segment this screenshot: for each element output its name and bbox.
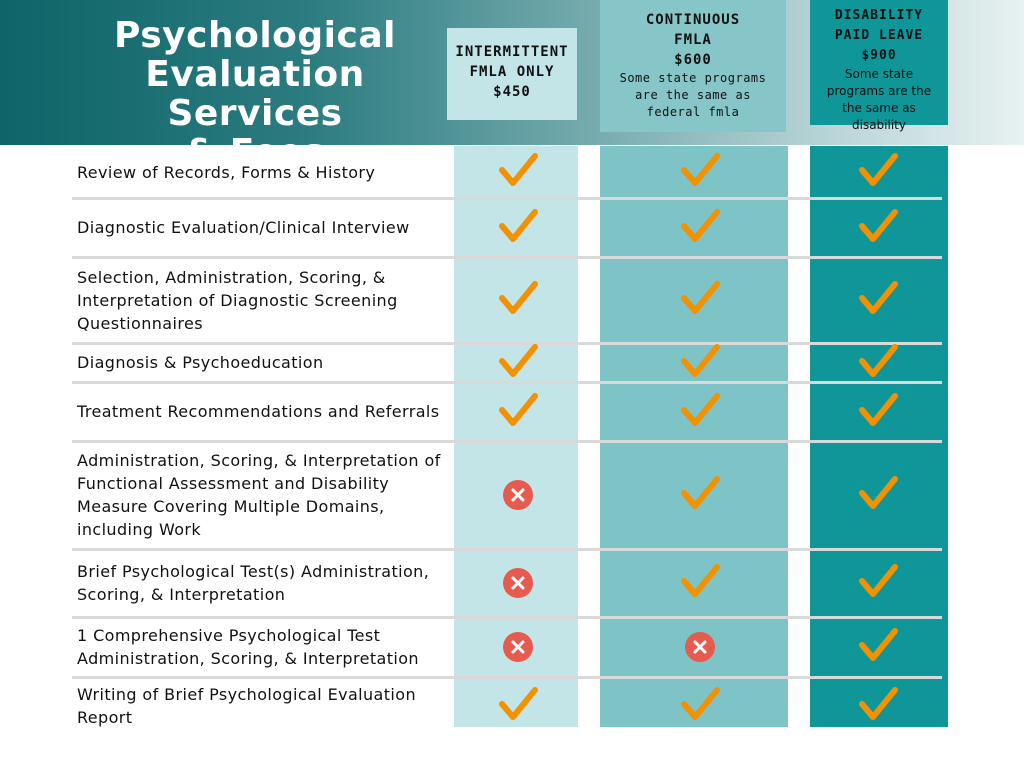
check-icon — [680, 341, 720, 381]
check-icon — [858, 206, 898, 246]
check-icon — [858, 684, 898, 724]
plan-name: INTERMITTENT FMLA ONLY — [455, 44, 569, 80]
check-icon — [498, 684, 538, 724]
check-icon — [858, 561, 898, 601]
service-label: Diagnostic Evaluation/Clinical Interview — [77, 218, 410, 237]
service-label: Selection, Administration, Scoring, & Interpretation of Diagnostic Screening Questionnaires — [77, 267, 398, 333]
check-icon — [498, 341, 538, 381]
plan-note: Some state programs are the the same as disability — [826, 67, 932, 132]
plan-header-intermittent — [447, 28, 577, 120]
title-line-3: & Fees — [184, 132, 326, 173]
check-icon — [680, 684, 720, 724]
plan-header-disability — [810, 0, 948, 132]
plan-fee: $900 — [861, 48, 897, 63]
service-label: Treatment Recommendations and Referrals — [77, 402, 440, 421]
plan-name: DISABILITY PAID LEAVE — [834, 8, 924, 43]
x-circle-icon — [503, 480, 533, 510]
service-label: Diagnosis & Psychoeducation — [77, 353, 324, 372]
plan-header-continuous — [600, 0, 786, 132]
check-icon — [680, 206, 720, 246]
plan-name: CONTINUOUS FMLA — [645, 12, 741, 48]
x-circle-icon — [503, 568, 533, 598]
title-line-1: Psychological — [113, 15, 396, 56]
check-icon — [498, 390, 538, 430]
check-icon — [858, 390, 898, 430]
x-circle-icon — [685, 632, 715, 662]
service-label: Review of Records, Forms & History — [77, 162, 376, 182]
check-icon — [858, 150, 898, 190]
check-icon — [680, 561, 720, 601]
check-icon — [680, 150, 720, 190]
check-icon — [858, 473, 898, 513]
check-icon — [858, 341, 898, 381]
check-icon — [498, 206, 538, 246]
plan-fee: $450 — [493, 84, 531, 100]
service-label: Writing of Brief Psychological Evaluation Report — [77, 685, 416, 727]
check-icon — [498, 278, 538, 318]
plan-note: Some state programs are the same as federal fmla — [619, 71, 767, 119]
check-icon — [858, 625, 898, 665]
plan-fee: $600 — [674, 52, 712, 68]
service-label: Brief Psychological Test(s) Administration, Scoring, & Interpretation — [77, 562, 430, 604]
check-icon — [680, 278, 720, 318]
service-label: Administration, Scoring, & Interpretation of Functional Assessment and Disability Measure Covering Multiple Domains, including Work — [77, 451, 441, 539]
title-line-2: Evaluation Services — [145, 54, 365, 134]
check-icon — [680, 390, 720, 430]
check-icon — [680, 473, 720, 513]
x-circle-icon — [503, 632, 533, 662]
check-icon — [498, 150, 538, 190]
check-icon — [858, 278, 898, 318]
service-label: 1 Comprehensive Psychological Test Administration, Scoring, & Interpretation — [77, 626, 419, 668]
